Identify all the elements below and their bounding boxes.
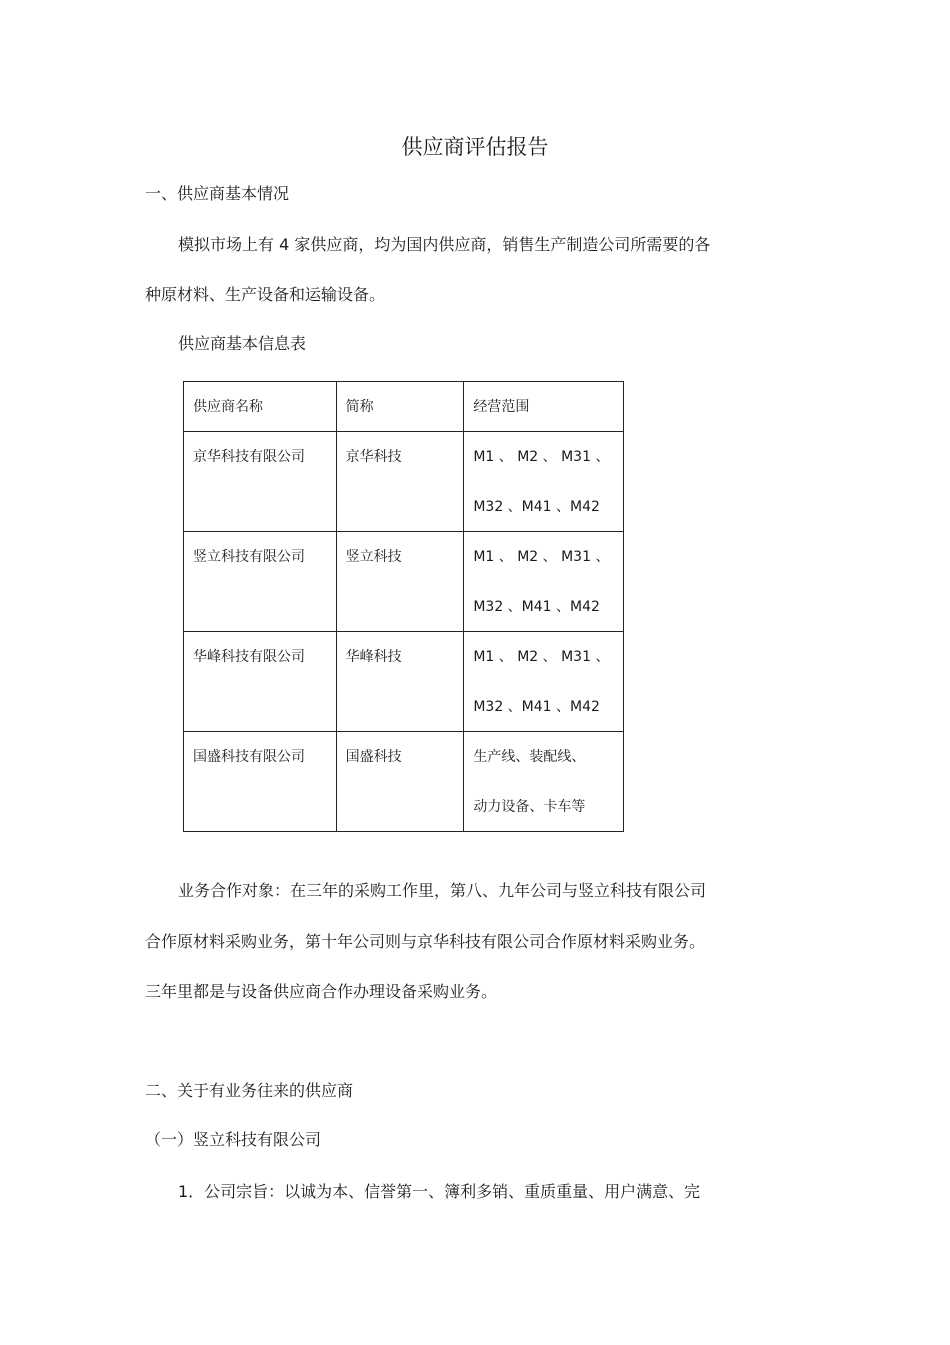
cell-supplier-short: 竖立科技 [336,532,464,632]
scope-line2: M32 、M41 、M42 [473,499,600,515]
header-cell-short: 简称 [336,382,464,432]
cell-supplier-scope [464,632,624,732]
cell-supplier-name: 国盛科技有限公司 [184,732,337,832]
cell-supplier-name: 竖立科技有限公司 [184,532,337,632]
cooperation-paragraph-line3: 三年里都是与设备供应商合作办理设备采购业务。 [145,982,498,1001]
cell-supplier-name: 华峰科技有限公司 [184,632,337,732]
scope-line1: M1 、 M2 、 M31 、 [473,549,610,565]
item1-line: 1．公司宗旨：以诚为本、信誉第一、簿利多销、重质重量、用户满意、完 [178,1182,701,1201]
header-cell-scope: 经营范围 [464,382,624,432]
cooperation-paragraph-line2: 合作原材料采购业务，第十年公司则与京华科技有限公司合作原材料采购业务。 [145,932,706,951]
scope-line1: M1 、 M2 、 M31 、 [473,649,610,665]
cell-supplier-short: 华峰科技 [336,632,464,732]
table-header-row [184,382,624,432]
cell-supplier-scope [464,532,624,632]
scope-line2: M32 、M41 、M42 [473,699,600,715]
table-caption: 供应商基本信息表 [178,334,307,353]
table-row [184,432,624,532]
scope-line2: M32 、M41 、M42 [473,599,600,615]
table-row [184,532,624,632]
scope-line1: M1 、 M2 、 M31 、 [473,449,610,465]
table-row [184,732,624,832]
cell-supplier-short: 京华科技 [336,432,464,532]
cell-supplier-scope [464,432,624,532]
cell-supplier-name: 京华科技有限公司 [184,432,337,532]
cell-supplier-scope [464,732,624,832]
section2-heading: 二、关于有业务往来的供应商 [145,1081,354,1100]
subsection1-heading: （一）竖立科技有限公司 [145,1130,322,1149]
table-row [184,632,624,732]
intro-paragraph-line2: 种原材料、生产设备和运输设备。 [145,285,386,304]
cell-supplier-short: 国盛科技 [336,732,464,832]
section1-heading: 一、供应商基本情况 [145,184,290,203]
supplier-info-table [183,381,624,832]
intro-paragraph-line1: 模拟市场上有 4 家供应商，均为国内供应商，销售生产制造公司所需要的各 [178,235,711,254]
scope-line2: 动力设备、卡车等 [473,799,586,815]
scope-line1: 生产线、装配线、 [473,749,586,765]
document-title: 供应商评估报告 [401,135,549,159]
header-cell-name: 供应商名称 [184,382,337,432]
cooperation-paragraph-line1: 业务合作对象：在三年的采购工作里，第八、九年公司与竖立科技有限公司 [178,881,707,900]
